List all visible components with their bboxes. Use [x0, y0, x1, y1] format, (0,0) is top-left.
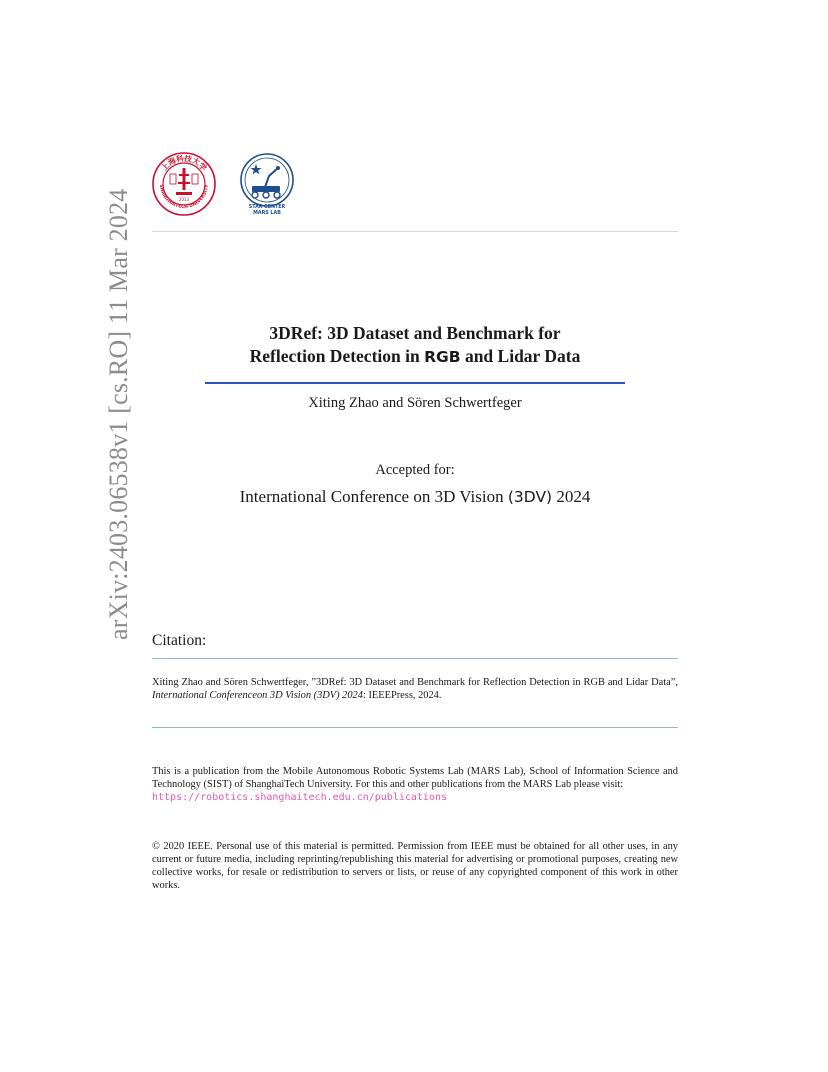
- title-line-1: 3DRef: 3D Dataset and Benchmark for: [269, 323, 561, 343]
- mars-lab-logo: [234, 152, 300, 218]
- svg-text:上海科技大学: 上海科技大学: [159, 153, 209, 173]
- authors: Xiting Zhao and Sören Schwertfeger: [308, 395, 522, 411]
- publications-link[interactable]: https://robotics.shanghaitech.edu.cn/publications: [152, 792, 448, 803]
- svg-text:SHANGHAITECH UNIVERSITY: SHANGHAITECH UNIVERSITY: [157, 184, 211, 211]
- title-line-2: Reflection Detection in RGB and Lidar Data: [249, 346, 581, 366]
- svg-text:MARS LAB: MARS LAB: [253, 211, 281, 216]
- shanghaitech-logo: [152, 152, 216, 216]
- header-divider: [152, 231, 678, 232]
- citation-text: Xiting Zhao and Sören Schwertfeger, ”3DRef: 3D Dataset and Benchmark for Reflection Detection in RGB and Lidar Data”, International Conferenceon 3D Vision (3DV) 2024: IEEEPress, 2024.: [152, 677, 678, 701]
- conference-name: International Conference on 3D Vision (3DV) 2024: [239, 487, 591, 506]
- svg-text:STAR CENTER: STAR CENTER: [248, 205, 286, 210]
- citation-bottom-rule: [152, 727, 678, 728]
- publication-note: This is a publication from the Mobile Autonomous Robotic Systems Lab (MARS Lab), School of Information Science and Technology (SIST) of ShanghaiTech University. For this and other publications from the MARS Lab please visit: https://robotics.shanghaitech.edu.cn/publications: [152, 766, 678, 803]
- copyright-notice: © 2020 IEEE. Personal use of this material is permitted. Permission from IEEE must be obtained for all other uses, in any current or future media, including reprinting/republishing this material for advertising or promotional purposes, creating new collective works, for resale or redistribution to servers or lists, or reuse of any copyrighted component of this work in other works.: [152, 841, 678, 891]
- citation-top-rule: [152, 658, 678, 659]
- paper-title: [152, 322, 678, 369]
- citation-heading: Citation:: [152, 632, 207, 649]
- arxiv-stamp: arXiv:2403.06538v1 [cs.RO] 11 Mar 2024: [104, 188, 133, 640]
- title-underline: [205, 382, 625, 384]
- svg-text:2013: 2013: [178, 197, 190, 202]
- accepted-label: Accepted for:: [375, 462, 455, 478]
